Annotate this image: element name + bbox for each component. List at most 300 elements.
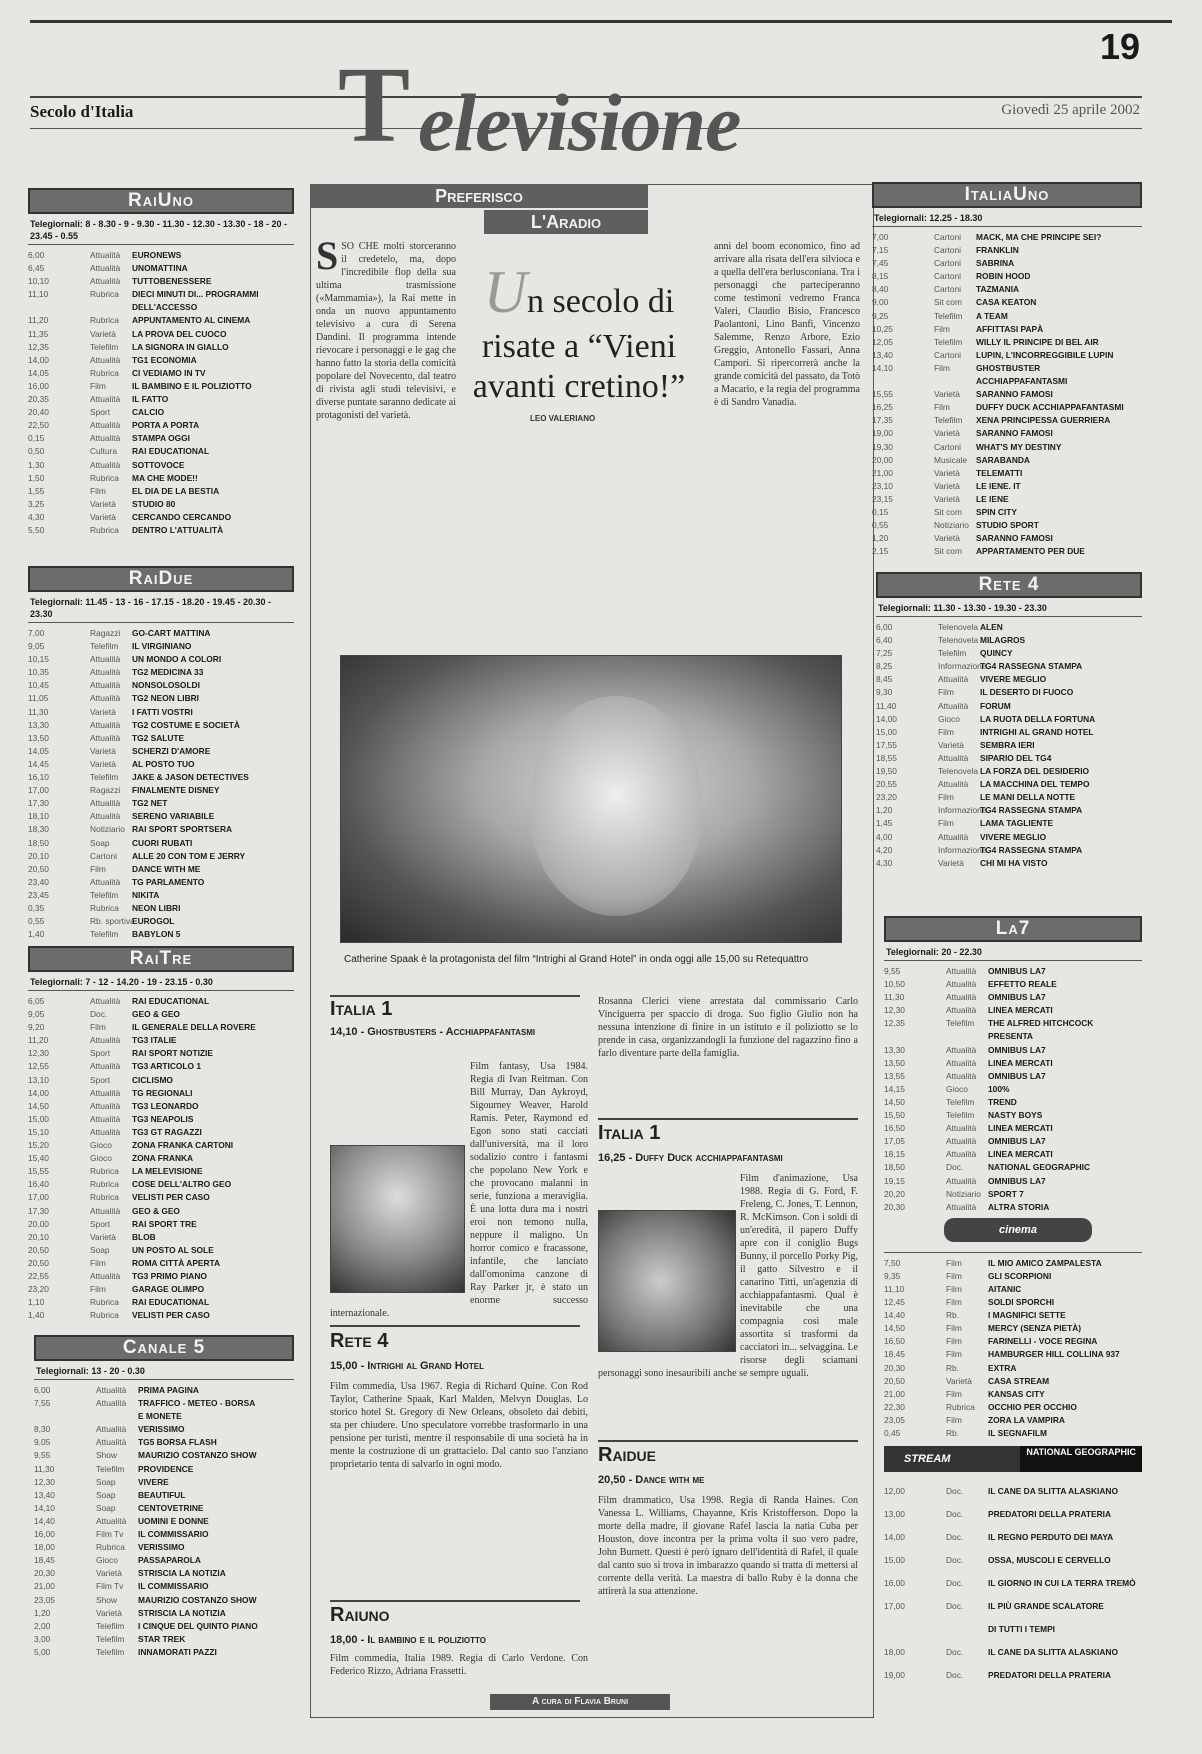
- program-category: Film: [90, 1257, 106, 1268]
- program-time: 23,05: [34, 1594, 55, 1605]
- program-title: TUTTOBENESSERE: [132, 276, 212, 287]
- stream-cinema-logo: cinema: [944, 1218, 1092, 1242]
- section-rule-2: [598, 1118, 858, 1120]
- schedule-row: [876, 634, 1142, 647]
- program-time: 16,50: [884, 1336, 905, 1347]
- program-time: 16,10: [28, 772, 49, 783]
- program-category: Ragazzi: [90, 785, 121, 796]
- program-category: Rubrica: [96, 1542, 125, 1553]
- program-category: Rubrica: [90, 902, 119, 913]
- program-title: IL COMMISSARIO: [138, 1529, 209, 1540]
- schedule-row: [884, 1480, 1142, 1503]
- program-category: Informazione: [938, 805, 987, 816]
- schedule-row: [34, 1528, 294, 1541]
- program-title: EURONEWS: [132, 250, 182, 260]
- schedule-row: [34, 1384, 294, 1397]
- section-raiuno-text: Film commedia, Italia 1989. Regia di Carlo Verdone. Con Federico Rizzo, Adriana Frassetti.: [330, 1653, 588, 1677]
- program-title: LUPIN, L'INCORREGGIBILE LUPIN: [976, 349, 1114, 360]
- program-time: 1,50: [28, 472, 45, 483]
- program-category: Varietà: [90, 498, 116, 509]
- schedule-row: [28, 666, 294, 679]
- program-time: 17,05: [884, 1136, 905, 1147]
- program-category: Doc.: [946, 1162, 964, 1173]
- program-time: 6,40: [876, 635, 893, 646]
- program-title: WHAT'S MY DESTINY: [976, 441, 1062, 452]
- program-title: A TEAM: [976, 310, 1008, 321]
- program-category: Film Tv: [96, 1581, 124, 1592]
- schedule-row: [28, 810, 294, 823]
- program-title: XENA PRINCIPESSA GUERRIERA: [976, 415, 1111, 426]
- schedule-row: [884, 1044, 1142, 1057]
- left-column-3: [28, 946, 294, 1322]
- program-title: MA CHE MODE!!: [132, 472, 198, 483]
- program-category: Film: [934, 323, 950, 334]
- channel-header-raitre: RaiTre: [28, 946, 294, 972]
- schedule-row: [34, 1633, 294, 1646]
- program-category: Attualità: [90, 1035, 121, 1046]
- program-time: 20,50: [28, 863, 49, 874]
- raiuno-schedule: [28, 244, 294, 537]
- program-title: VIVERE: [138, 1476, 169, 1487]
- program-time: 18,10: [28, 811, 49, 822]
- program-title: IL FATTO: [132, 394, 169, 405]
- program-time: 7,50: [884, 1257, 901, 1268]
- program-category: Attualità: [946, 1136, 977, 1147]
- schedule-row: [876, 726, 1142, 739]
- program-category: Rubrica: [90, 524, 119, 535]
- program-title: CALCIO: [132, 407, 165, 418]
- program-time: 6,05: [28, 996, 45, 1006]
- program-time: 13,50: [28, 732, 49, 743]
- schedule-row: [34, 1423, 294, 1436]
- program-category: Doc.: [946, 1509, 964, 1520]
- program-title: TG4 RASSEGNA STAMPA: [980, 844, 1083, 855]
- schedule-row: [28, 1178, 294, 1191]
- program-time: 0,15: [28, 433, 45, 444]
- program-title: IL PIÙ GRANDE SCALATORE: [988, 1601, 1104, 1612]
- program-category: Attualità: [946, 1149, 977, 1160]
- program-title: MAURIZIO COSTANZO SHOW: [138, 1594, 257, 1605]
- program-title: KANSAS CITY: [988, 1388, 1045, 1399]
- program-category: Attualità: [96, 1424, 127, 1435]
- program-title: AL POSTO TUO: [132, 758, 195, 769]
- program-category: Notiziario: [946, 1188, 981, 1199]
- schedule-row: [872, 414, 1142, 427]
- schedule-row: [884, 1188, 1142, 1201]
- program-time: 0,35: [28, 902, 45, 913]
- program-time: 11,30: [28, 706, 49, 717]
- program-category: Varietà: [96, 1607, 122, 1618]
- schedule-row: [884, 1148, 1142, 1161]
- program-title: PORTA A PORTA: [132, 420, 200, 431]
- program-title: CUORI RUBATI: [132, 837, 193, 848]
- schedule-row: [884, 1161, 1142, 1174]
- program-category: Attualità: [938, 674, 969, 685]
- schedule-row: [884, 1296, 1142, 1309]
- schedule-row: [884, 965, 1142, 978]
- program-time: 13,00: [884, 1509, 905, 1520]
- program-time: 11,10: [884, 1283, 905, 1294]
- schedule-row: [28, 524, 294, 537]
- program-time: 14,10: [34, 1502, 55, 1513]
- program-title: SPORT 7: [988, 1188, 1024, 1199]
- program-title: NIKITA: [132, 889, 160, 900]
- program-category: Telefilm: [946, 1018, 975, 1029]
- program-time: 1,45: [876, 818, 893, 829]
- program-title: VIVERE MEGLIO: [980, 674, 1047, 685]
- program-category: Telefilm: [934, 415, 963, 426]
- program-title: E MONETE: [138, 1411, 182, 1422]
- program-title: OMNIBUS LA7: [988, 1175, 1046, 1186]
- program-time: 22,50: [28, 420, 49, 431]
- schedule-row: [876, 765, 1142, 778]
- program-time: 20,10: [28, 850, 49, 861]
- program-title: TG REGIONALI: [132, 1087, 193, 1098]
- program-category: [934, 375, 976, 388]
- program-category: Attualità: [90, 667, 121, 678]
- program-time: 20,00: [28, 1218, 49, 1229]
- program-category: Attualità: [96, 1385, 127, 1395]
- program-title: INTRIGHI AL GRAND HOTEL: [980, 726, 1094, 737]
- schedule-row: [884, 1309, 1142, 1322]
- program-category: Attualità: [90, 263, 121, 274]
- program-title: DELL'ACCESSO: [132, 302, 198, 313]
- program-title: I FATTI VOSTRI: [132, 706, 193, 717]
- program-title: TG2 COSTUME E SOCIETÀ: [132, 719, 240, 730]
- ghostbusters-photo: [330, 1145, 465, 1293]
- section-rule-4: [598, 1440, 858, 1442]
- program-time: 5,00: [34, 1646, 51, 1657]
- program-time: 18,45: [884, 1349, 905, 1360]
- program-category: Soap: [96, 1476, 116, 1487]
- program-title: PREDATORI DELLA PRATERIA: [988, 1670, 1111, 1681]
- program-title: TG PARLAMENTO: [132, 876, 205, 887]
- schedule-row: [28, 1205, 294, 1218]
- schedule-row: [884, 1664, 1142, 1687]
- program-title: APPUNTAMENTO AL CINEMA: [132, 315, 251, 326]
- program-title: GHOSTBUSTER: [976, 362, 1041, 373]
- schedule-row: [28, 393, 294, 406]
- schedule-row: [876, 817, 1142, 830]
- program-time: 19,50: [876, 766, 897, 777]
- section-raiuno-sub: 18,00 - Il bambino e il poliziotto: [330, 1634, 486, 1646]
- program-time: 23,20: [876, 792, 897, 803]
- program-category: Cartoni: [934, 271, 961, 282]
- schedule-row: [872, 231, 1142, 244]
- section-raidue-head: Raidue: [598, 1444, 657, 1466]
- schedule-row: [34, 1567, 294, 1580]
- program-time: 23,40: [28, 876, 49, 887]
- section-rule-5: [330, 1600, 580, 1602]
- program-time: 22,55: [28, 1270, 49, 1281]
- program-category: [96, 1410, 138, 1423]
- program-category: Attualità: [90, 1061, 121, 1072]
- program-time: 0,55: [28, 916, 45, 927]
- program-time: 15,00: [28, 1113, 49, 1124]
- program-time: 17,30: [28, 798, 49, 809]
- schedule-row: [28, 275, 294, 288]
- program-time: 18,50: [28, 837, 49, 848]
- program-category: Doc.: [946, 1578, 964, 1589]
- program-time: 8,25: [876, 661, 893, 672]
- stream-natgeo-logo: STREAM NATIONAL GEOGRAPHIC: [884, 1446, 1142, 1472]
- program-time: 8,40: [872, 284, 889, 295]
- schedule-row: [884, 1017, 1142, 1030]
- program-time: 9,20: [28, 1022, 45, 1033]
- program-title: MAURIZIO COSTANZO SHOW: [138, 1450, 257, 1461]
- program-time: 14,40: [34, 1515, 55, 1526]
- photo-caption: Catherine Spaak è la protagonista del film “Intrighi al Grand Hotel” in onda oggi alle 15,00 su Retequattro: [344, 954, 809, 965]
- program-time: 11,40: [876, 700, 897, 711]
- program-title: I CINQUE DEL QUINTO PIANO: [138, 1620, 258, 1631]
- program-time: 20,50: [28, 1257, 49, 1268]
- program-title: GEO & GEO: [132, 1009, 180, 1020]
- schedule-row: [884, 1618, 1142, 1641]
- program-time: 1,20: [34, 1607, 51, 1618]
- feature-text-col3: anni del boom economico, fino ad arrivare alla risata dell'era silvioca e a quella dell'era berlusconiana. Tra i personaggi che parteciperanno come testimoni vedremo Franca Valeri, Claudio Bisio, Francesco Paolantoni, Lino Banfi, Vincenzo Salemme, Renzo Arbore, Ezio Greggio, Antonello Fassari, Anna Campori. Si ripercorrerà anche la grande comicità del passato, da Totò a Macario, e la regia del programma è di Sandro Vanadia.: [714, 241, 860, 408]
- program-title: AFFITTASI PAPÀ: [976, 323, 1044, 334]
- program-time: 15,40: [28, 1153, 49, 1164]
- program-time: 11,30: [884, 992, 905, 1003]
- schedule-row: [28, 627, 294, 640]
- program-time: 14,10: [872, 362, 893, 373]
- schedule-row: [28, 406, 294, 419]
- schedule-row: [884, 1362, 1142, 1375]
- program-title: UN MONDO A COLORI: [132, 654, 222, 665]
- section-rule: [330, 995, 580, 997]
- program-category: Notiziario: [90, 824, 125, 835]
- program-title: LE MANI DELLA NOTTE: [980, 792, 1076, 803]
- program-category: Cartoni: [90, 850, 117, 861]
- program-title: COSE DELL'ALTRO GEO: [132, 1179, 232, 1190]
- program-title: DI TUTTI I TEMPI: [988, 1624, 1055, 1635]
- program-category: Film: [934, 402, 950, 413]
- channel-header-rete4: Rete 4: [876, 572, 1142, 598]
- program-time: 15,10: [28, 1126, 49, 1137]
- schedule-row: [28, 915, 294, 928]
- schedule-row: [34, 1554, 294, 1567]
- program-time: 23,05: [884, 1414, 905, 1425]
- schedule-row: [28, 1218, 294, 1231]
- program-time: 14,15: [884, 1083, 905, 1094]
- newspaper-masthead: Secolo d'Italia: [30, 102, 134, 121]
- program-category: Doc.: [946, 1555, 964, 1566]
- program-category: Show: [96, 1594, 117, 1605]
- program-category: Varietà: [90, 511, 116, 522]
- program-category: Telefilm: [934, 336, 963, 347]
- program-category: Attualità: [938, 700, 969, 711]
- schedule-row: [28, 419, 294, 432]
- program-category: Cartoni: [934, 441, 961, 452]
- schedule-row: [34, 1410, 294, 1423]
- program-time: 13,40: [872, 349, 893, 360]
- program-category: Attualità: [946, 992, 977, 1003]
- section-italia1-sub: 14,10 - Ghostbusters - Acchiappafantasmi: [330, 1026, 536, 1038]
- program-title: ALEN: [980, 622, 1003, 632]
- program-category: Varietà: [938, 739, 964, 750]
- program-time: 9,25: [872, 310, 889, 321]
- program-title: VERISSIMO: [138, 1542, 185, 1553]
- schedule-row: [884, 1122, 1142, 1135]
- program-time: 4,00: [876, 831, 893, 842]
- schedule-row: [28, 1296, 294, 1309]
- schedule-row: [28, 876, 294, 889]
- schedule-row: [884, 1135, 1142, 1148]
- italiauno-news-times: Telegiornali: 12.25 - 18.30: [874, 213, 983, 223]
- cinema-schedule: [884, 1252, 1142, 1440]
- program-title: MACK, MA CHE PRINCIPE SEI?: [976, 232, 1102, 242]
- schedule-row: [34, 1502, 294, 1515]
- program-category: Telefilm: [90, 341, 119, 352]
- program-time: 17,00: [28, 785, 49, 796]
- schedule-row: [28, 784, 294, 797]
- schedule-row: [872, 401, 1142, 414]
- schedule-row: [876, 700, 1142, 713]
- program-title: STRISCIA LA NOTIZIA: [138, 1568, 226, 1579]
- program-title: NEON LIBRI: [132, 902, 181, 913]
- top-rule: [30, 20, 1172, 23]
- program-title: ZONA FRANKA CARTONI: [132, 1140, 234, 1151]
- schedule-row: [28, 472, 294, 485]
- schedule-row: [28, 328, 294, 341]
- section-italia1b-sub: 16,25 - Duffy Duck acchiappafantasmi: [598, 1152, 783, 1164]
- schedule-row: [884, 1572, 1142, 1595]
- rete4-schedule: [876, 616, 1142, 870]
- program-category: Film: [938, 726, 954, 737]
- program-title: ZORA LA VAMPIRA: [988, 1414, 1065, 1425]
- program-title: DENTRO L'ATTUALITÀ: [132, 524, 224, 535]
- program-category: Sit com: [934, 297, 962, 308]
- schedule-row: [28, 640, 294, 653]
- program-category: Film: [934, 362, 950, 373]
- schedule-row: [876, 673, 1142, 686]
- program-time: 1,40: [28, 1310, 45, 1321]
- channel-header-raiuno: RaiUno: [28, 188, 294, 214]
- program-title: STAR TREK: [138, 1633, 186, 1644]
- program-category: Cartoni: [934, 232, 961, 242]
- program-category: Notiziario: [934, 520, 969, 531]
- schedule-row: [884, 1388, 1142, 1401]
- section-title-initial: T: [338, 46, 407, 165]
- program-title: TRAFFICO - METEO - BORSA: [138, 1398, 256, 1409]
- schedule-row: [884, 1526, 1142, 1549]
- program-category: Attualità: [90, 1087, 121, 1098]
- program-title: SARANNO FAMOSI: [976, 389, 1053, 400]
- program-category: Musicale: [934, 454, 968, 465]
- program-title: VIVERE MEGLIO: [980, 831, 1047, 842]
- program-category: Attualità: [96, 1398, 127, 1409]
- program-category: Varietà: [938, 857, 964, 868]
- program-time: 14,00: [884, 1532, 905, 1543]
- program-category: Gioco: [90, 1153, 112, 1164]
- section-italia1-head: Italia 1: [330, 998, 393, 1020]
- schedule-row: [884, 1083, 1142, 1096]
- program-category: Film: [90, 1284, 106, 1295]
- schedule-row: [872, 296, 1142, 309]
- program-category: Film: [946, 1283, 962, 1294]
- program-title: TG2 SALUTE: [132, 732, 185, 743]
- program-category: Film Tv: [96, 1529, 124, 1540]
- program-time: 13,30: [884, 1044, 905, 1055]
- schedule-row: [884, 1175, 1142, 1188]
- program-category: Telefilm: [96, 1620, 125, 1631]
- program-title: EXTRA: [988, 1362, 1017, 1373]
- program-category: Film: [90, 485, 106, 496]
- program-category: Sport: [90, 407, 111, 418]
- program-title: TG4 RASSEGNA STAMPA: [980, 661, 1083, 672]
- program-category: Telefilm: [96, 1633, 125, 1644]
- program-category: Attualità: [946, 966, 977, 976]
- program-category: Telenovela: [938, 635, 979, 646]
- program-title: LAMA TAGLIENTE: [980, 818, 1054, 829]
- program-title: SIPARIO DEL TG4: [980, 752, 1052, 763]
- program-time: 11,05: [28, 693, 49, 704]
- program-time: 8,45: [876, 674, 893, 685]
- program-title: ROMA CITTÀ APERTA: [132, 1257, 221, 1268]
- program-time: 12,30: [28, 1048, 49, 1059]
- schedule-row: [28, 745, 294, 758]
- program-time: 20,50: [884, 1375, 905, 1386]
- program-title: VELISTI PER CASO: [132, 1192, 210, 1203]
- natgeo-schedule: [884, 1480, 1142, 1687]
- schedule-row: [872, 467, 1142, 480]
- schedule-row: [872, 244, 1142, 257]
- program-title: AITANIC: [988, 1283, 1022, 1294]
- schedule-row: [28, 1231, 294, 1244]
- right-column-2: [876, 572, 1142, 870]
- program-title: OMNIBUS LA7: [988, 966, 1046, 976]
- schedule-row: [28, 249, 294, 262]
- program-time: 15,55: [872, 389, 893, 400]
- program-title: RAI SPORT TRE: [132, 1218, 197, 1229]
- program-category: Attualità: [90, 811, 121, 822]
- program-title: STUDIO 80: [132, 498, 176, 509]
- program-category: Varietà: [96, 1568, 122, 1579]
- program-time: 9,35: [884, 1270, 901, 1281]
- channel-header-italiauno: ItaliaUno: [872, 182, 1142, 208]
- program-title: STUDIO SPORT: [976, 520, 1039, 531]
- program-time: 14,45: [28, 758, 49, 769]
- program-time: 15,20: [28, 1140, 49, 1151]
- program-title: SABRINA: [976, 258, 1015, 269]
- program-category: Film: [946, 1323, 962, 1334]
- schedule-row: [884, 1641, 1142, 1664]
- program-time: 6,00: [876, 622, 893, 632]
- program-time: 19,15: [884, 1175, 905, 1186]
- schedule-row: [28, 902, 294, 915]
- schedule-row: [28, 928, 294, 941]
- program-category: Ragazzi: [90, 628, 121, 638]
- program-category: Attualità: [946, 1057, 977, 1068]
- program-title: OMNIBUS LA7: [988, 992, 1046, 1003]
- schedule-row: [876, 647, 1142, 660]
- program-title: IL DESERTO DI FUOCO: [980, 687, 1074, 698]
- program-title: MERCY (SENZA PIETÀ): [988, 1323, 1082, 1334]
- program-time: 18,55: [876, 752, 897, 763]
- program-title: GO-CART MATTINA: [132, 628, 211, 638]
- channel-header-la7: La7: [884, 916, 1142, 942]
- program-category: Attualità: [90, 250, 121, 260]
- program-category: Attualità: [90, 354, 121, 365]
- program-time: 6,00: [34, 1385, 51, 1395]
- program-time: 14,40: [884, 1310, 905, 1321]
- program-title: LA SIGNORA IN GIALLO: [132, 341, 229, 352]
- schedule-row: [28, 1034, 294, 1047]
- schedule-row: [28, 1126, 294, 1139]
- program-category: Informazione: [938, 844, 987, 855]
- program-category: Soap: [96, 1489, 116, 1500]
- program-title: STRISCIA LA NOTIZIA: [138, 1607, 226, 1618]
